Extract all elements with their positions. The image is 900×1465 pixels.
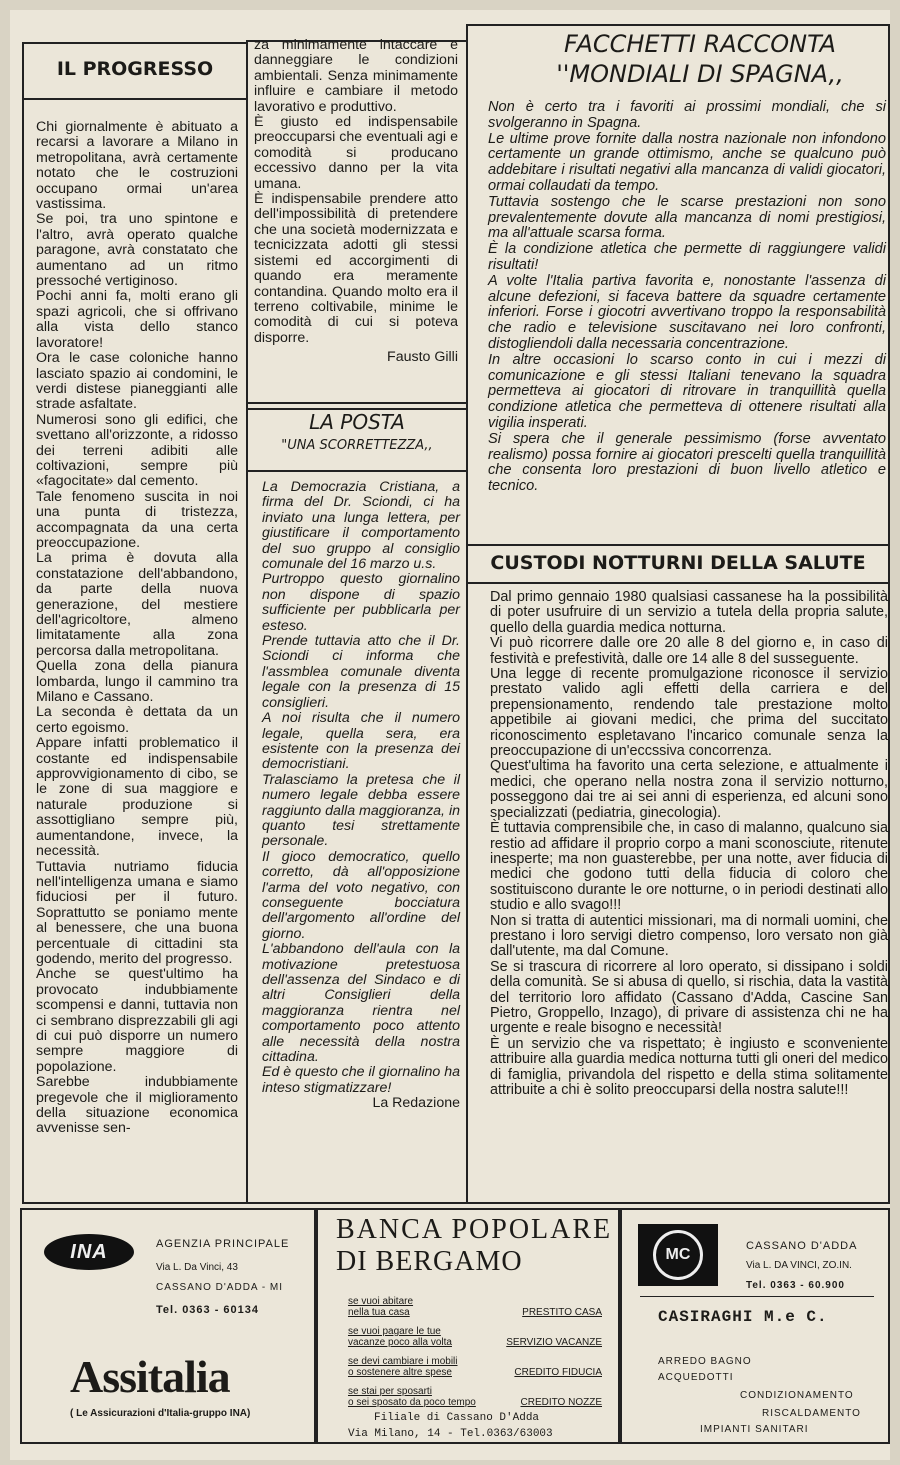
casiraghi-item4: RISCALDAMENTO [762,1408,861,1419]
banca-title-1: BANCA POPOLARE [336,1214,613,1245]
ina-line4: Tel. 0363 - 60134 [156,1304,260,1316]
banca-row-left [348,1326,452,1348]
custodi-title: CUSTODI NOTTURNI DELLA SALUTE [490,552,866,574]
col2-article [254,38,458,366]
casiraghi-item2: ACQUEDOTTI [658,1372,734,1383]
assitalia-brand: Assitalia [70,1351,230,1402]
casiraghi-line3: Tel. 0363 - 60.900 [746,1280,845,1291]
ad-banca-popolare [316,1208,620,1444]
banca-title-2: DI BERGAMO [336,1246,523,1277]
il-progresso-article [36,120,238,1137]
banca-footer-2: Via Milano, 14 - Tel.0363/63003 [348,1428,553,1440]
ina-line3: CASSANO D'ADDA - MI [156,1282,284,1293]
col2-text: za minimamente intaccare e danneggiare le condizioni ambientali. Senza minimamente influire e cambiare il metodo lavorativo e produttivo. È giusto ed indispensabile preoccuparsi che eventuali agi e comodità si producano eccessivo danno per la vita umana. È indispensabile prendere atto dell'impossibilità di pretendere che una società modernizzata e tecnicizzata adotti gli stessi sistemi ed accorgimenti di quando era meramente contandina. Quando molto era il terreno coltivabile, minime le comodità di cui si poteva disporre. [254,37,458,346]
facchetti-title-2: ''MONDIALI DI SPAGNA,, [556,60,844,88]
il-progresso-title: IL PROGRESSO [56,58,214,80]
la-posta-title: LA POSTA [309,410,405,434]
banca-row-right: SERVIZIO VACANZE [506,1337,602,1348]
custodi-article [490,590,888,1098]
il-progresso-text: Chi giornalmente è abituato a recarsi a lavorare a Milano in metropolitana, avrà certamente notato che le costruzioni occupano ormai un'area vastissima. Se poi, tra uno spintone e l'altro, avrà operato qualche paragone, avrà constatato che aumentano ad un ritmo pressoché vertiginoso. Pochi anni fa, molti erano gli spazi agricoli, che si offrivano alla vista dello stanco lavoratore! Ora le case coloniche hanno lasciato spazio ai condomini, le verdi distese pianeggianti alle strade asfaltate. Numerosi sono gli edifici, che svettano all'orizzonte, a ridosso dei terreni adibiti alle coltivazioni, sempre più «fagocitate» dal cemento. Tale fenomeno suscita in noi una punta di tristezza, accompagnata da una certa preoccupazione. La prima è dovuta alla constatazione dell'abbandono, da parte della nuova generazione, del mestiere dell'agricoltore, almeno limitatamente alla zona percorsa dalla metropolitana. Quella zona della pianura lombarda, lungo il cammino tra Milano e Cassano. La seconda è dettata da un certo egoismo. Appare infatti problematico il costante ed indispensabile approvvigionamento di cibo, se le zone di sua maggiore e naturale produzione si assottigliano sempre più, aumentandone, invece, la necessità. Tuttavia nutriamo fiducia nell'intelligenza umana e siamo fiduciosi per il futuro. Soprattutto se poniamo mente al benessere, che una buona percentuale di cittadini sta godendo, merito del progresso. Anche se quest'ultimo ha provocato indubbiamente scompensi e danni, tuttavia non ci sembrano disprezzabili gli agi di cui può disporre un numero sempre maggiore di popolazione. Sarebbe indubbiamente pregevole che il miglioramento della situazione economica avvenisse sen- [36,119,238,1137]
banca-row-left2: o sostenere altre spese [348,1367,452,1378]
banca-row-right: PRESTITO CASA [522,1307,602,1318]
la-posta-text: La Democrazia Cristiana, a firma del Dr. Sciondi, ci ha inviato una lunga lettera, per giustificare il comportamento del suo gruppo al consiglio comunale del 16 marzo u.s. Purtroppo questo giornalino non dispone di spazio sufficiente per pubblicarla per esteso. Prende tuttavia atto che il Dr. Sciondi ci informa che l'assmblea comunale diventa legale con la presenza di 15 consiglieri. A noi risulta che il numero legale, quella sera, era esistente con la presenza dei democristiani. Tralasciamo la pretesa che il numero legale debba essere raggiunto dalla maggioranza, in quanto tesi strettamente personale. Il gioco democratico, quello corretto, dà all'opposizione l'arma del voto negativo, con conseguente bocciatura dell'argomento all'ordine del giorno. L'abbandono dell'aula con la motivazione pretestuosa dell'assenza del Sindaco e di altri Consiglieri della maggioranza rientra nel comportamento poco attento alle necessità della nostra cittadina. Ed è questo che il giornalino ha inteso stigmatizzare! [262,479,460,1096]
banca-row-left2: o sei sposato da poco tempo [348,1397,476,1408]
banca-row-right: CREDITO NOZZE [520,1397,602,1408]
newspaper-page [10,10,890,1460]
facchetti-title-1: FACCHETTI RACCONTA [564,30,836,58]
ina-line1: AGENZIA PRINCIPALE [156,1238,290,1250]
ad-casiraghi [620,1208,890,1444]
casiraghi-item3: CONDIZIONAMENTO [740,1390,854,1401]
la-posta-subtitle: "UNA SCORRETTEZZA,, [281,438,433,453]
col2-signature: Fausto Gilli [387,349,458,366]
banca-row [348,1348,602,1378]
banca-row [348,1318,602,1348]
banca-services [348,1288,602,1408]
casiraghi-line1: CASSANO D'ADDA [746,1240,858,1252]
banca-row-right: CREDITO FIDUCIA [514,1367,602,1378]
facchetti-text: Non è certo tra i favoriti ai prossimi mondiali, che si svolgeranno in Spagna. Le ultime prove fornite dalla nostra nazionale non infondono certamente un grande ottimismo, anche se qualcuno può addebitare i risultati negativi alla mancanza di validi giocatori, ormai collaudati da tempo. Tuttavia sostengo che le scarse prestazioni non sono prevalentemente dovute alla mancanza di nomi prestigiosi, ma all'attuale scarsa forma. È la condizione atletica che permette di raggiungere validi risultati! A volte l'Italia partiva favorita e, nonostante l'assenza di alcune defezioni, si faceva battere da squadre certamente inferiori. Forse i giocotri avvertivano troppo la responsabilità che radio e televisione suscitavano nei loro confronti, distogliendoli dalla necessaria concentrazione. In altre occasioni lo scarso conto in cui i mezzi di comunicazione e gli stessi Italiani tenevano la squadra permetteva ai giocatori di ritrovare in tranquillità quella condizione atletica che permetteva di ottenere risultati alla vigilia insperati. Si spera che il generale pessimismo (forse avventato realismo) possa fornire ai giocatori prescelti quella tranquillità che consenta loro prestazioni di buon livello atletico e tecnico. [488,99,886,495]
casiraghi-logo [638,1224,718,1286]
casiraghi-line2: Via L. DA VINCI, ZO.IN. [746,1260,852,1271]
title-rule [22,98,248,100]
assitalia-tagline: ( Le Assicurazioni d'Italia-gruppo INA) [70,1408,251,1419]
banca-row-left1: se devi cambiare i mobili [348,1356,458,1367]
banca-row [348,1378,602,1408]
casiraghi-logo-ring: MC [653,1230,703,1280]
banca-row-left1: se stai per sposarti [348,1386,432,1397]
banca-row-left1: se vuoi abitare [348,1296,414,1307]
casiraghi-name: CASIRAGHI M.e C. [658,1308,828,1326]
casiraghi-item1: ARREDO BAGNO [658,1356,752,1367]
la-posta-signature: La Redazione [372,1095,460,1112]
casiraghi-rule [640,1296,874,1297]
banca-row-left1: se vuoi pagare le tue [348,1326,441,1337]
banca-footer-1: Filiale di Cassano D'Adda [374,1412,540,1424]
banca-row-left2: nella tua casa [348,1307,410,1318]
custodi-text: Dal primo gennaio 1980 qualsiasi cassanese ha la possibilità di poter usufruire di un servizio a tutela della propria salute, quello della guardia medica notturna. Vi può ricorrere dalle ore 20 alle 8 del giorno e, in caso di festività e prefestività, dalle ore 14 alle 8 del susseguente. Una legge di recente promulgazione riconosce il servizio prestato valido agli effetti della carriera e del prepensionamento, rendendo tale prestazione molto appetibile ai giovani medici, che prima del succitato riconoscimento espletavano l'incarico comunale senza la preoccupazione di un'eccssiva concorrenza. Quest'ultima ha favorito una certa selezione, e attualmente i medici, che operano nella nostra zona il servizio notturno, posseggono dai tre ai sei anni di esperienza, ed alcuni sono specializzati (pediatria, ginecologia). È tuttavia comprensibile che, in caso di malanno, qualcuno sia restio ad affidare il proprio corpo a mani sconosciute, ritenute inesperte; ma non guasterebbe, per una notte, aver fiducia di medici che godono tutti della fiducia di coloro che sostituiscono durante le ore notturne, o in periodi destinati allo studio e allo svago!!! Non si tratta di autentici missionari, ma di normali uomini, che prestano i loro servigi dietro compenso, loro versato non già dall'utente, ma dal Comune. Se si trascura di ricorrere al loro operato, si dissipano i soldi della comunità. Se si abusa di quello, si rischia, data la vastità del territorio loro affidato (Cassano d'Adda, Cascine San Pietro, Groppello, Inzago), di privare di assistenza chi ne ha urgente e reale bisogno e necessità! È un servizio che va rispettato; è ingiusto e sconveniente attribuire alla guardia medica notturna tutti gli oneri del medico di famiglia, privandola del rispetto e della stima solitamente attribuite a chi è solito preoccuparsi della nostra salute!!! [490,589,888,1098]
casiraghi-item5: IMPIANTI SANITARI [700,1424,809,1435]
facchetti-article [488,100,886,495]
banca-row-left [348,1386,476,1408]
ina-logo: INA [44,1234,134,1270]
banca-row-left [348,1296,413,1318]
ina-line2: Via L. Da Vinci, 43 [156,1262,238,1273]
ad-ina [20,1208,316,1444]
banca-row-left [348,1356,458,1378]
la-posta-article [262,480,460,1112]
banca-row-left2: vacanze poco alla volta [348,1337,452,1348]
banca-row [348,1288,602,1318]
